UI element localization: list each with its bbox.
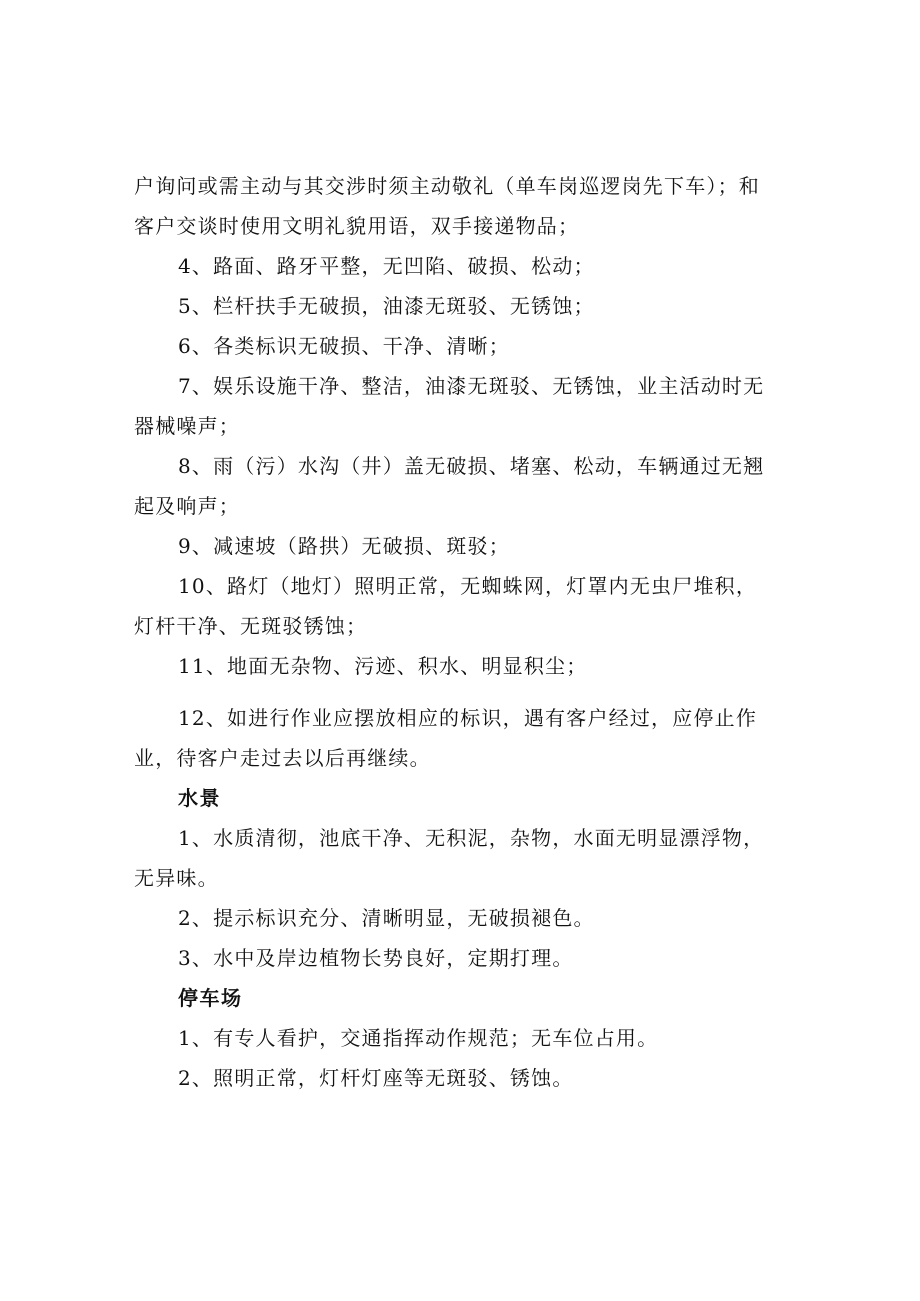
water-feature-item-1: 1、水质清彻，池底干净、无积泥，杂物，水面无明显漂浮物，	[178, 826, 765, 850]
list-item-6: 6、各类标识无破损、干净、清晰；	[178, 334, 510, 358]
list-item-5: 5、栏杆扶手无破损，油漆无斑驳、无锈蚀；	[178, 294, 595, 318]
paragraph-continuation-line: 户询问或需主动与其交涉时须主动敬礼（单车岗巡逻岗先下车）；和	[134, 174, 760, 198]
water-feature-item-2: 2、提示标识充分、清晰明显，无破损褪色。	[178, 906, 595, 930]
list-item-9: 9、减速坡（路拱）无破损、斑驳；	[178, 534, 510, 558]
list-item-12-continuation: 业，待客户走过去以后再继续。	[134, 746, 431, 770]
paragraph-continuation-line: 客户交谈时使用文明礼貌用语，双手接递物品；	[134, 214, 580, 238]
list-item-11: 11、地面无杂物、污迹、积水、明显积尘；	[178, 654, 588, 678]
parking-lot-item-1: 1、有专人看护，交通指挥动作规范；无车位占用。	[178, 1026, 659, 1050]
list-item-7-continuation: 器械噪声；	[134, 414, 240, 438]
water-feature-item-1-continuation: 无异味。	[134, 866, 219, 890]
list-item-10: 10、路灯（地灯）照明正常，无蜘蛛网，灯罩内无虫尸堆积，	[178, 574, 758, 598]
section-heading-parking-lot: 停车场	[178, 986, 243, 1010]
list-item-12: 12、如进行作业应摆放相应的标识，遇有客户经过，应停止作	[178, 706, 758, 730]
list-item-4: 4、路面、路牙平整，无凹陷、破损、松动；	[178, 254, 595, 278]
list-item-8-continuation: 起及响声；	[134, 494, 240, 518]
section-heading-water-feature: 水景	[178, 786, 221, 810]
list-item-10-continuation: 灯杆干净、无斑驳锈蚀；	[134, 614, 368, 638]
list-item-7: 7、娱乐设施干净、整洁，油漆无斑驳、无锈蚀，业主活动时无	[178, 374, 765, 398]
list-item-8: 8、雨（污）水沟（井）盖无破损、堵塞、松动，车辆通过无翘	[178, 454, 765, 478]
parking-lot-item-2: 2、照明正常，灯杆灯座等无斑驳、锈蚀。	[178, 1066, 574, 1090]
water-feature-item-3: 3、水中及岸边植物长势良好，定期打理。	[178, 946, 574, 970]
